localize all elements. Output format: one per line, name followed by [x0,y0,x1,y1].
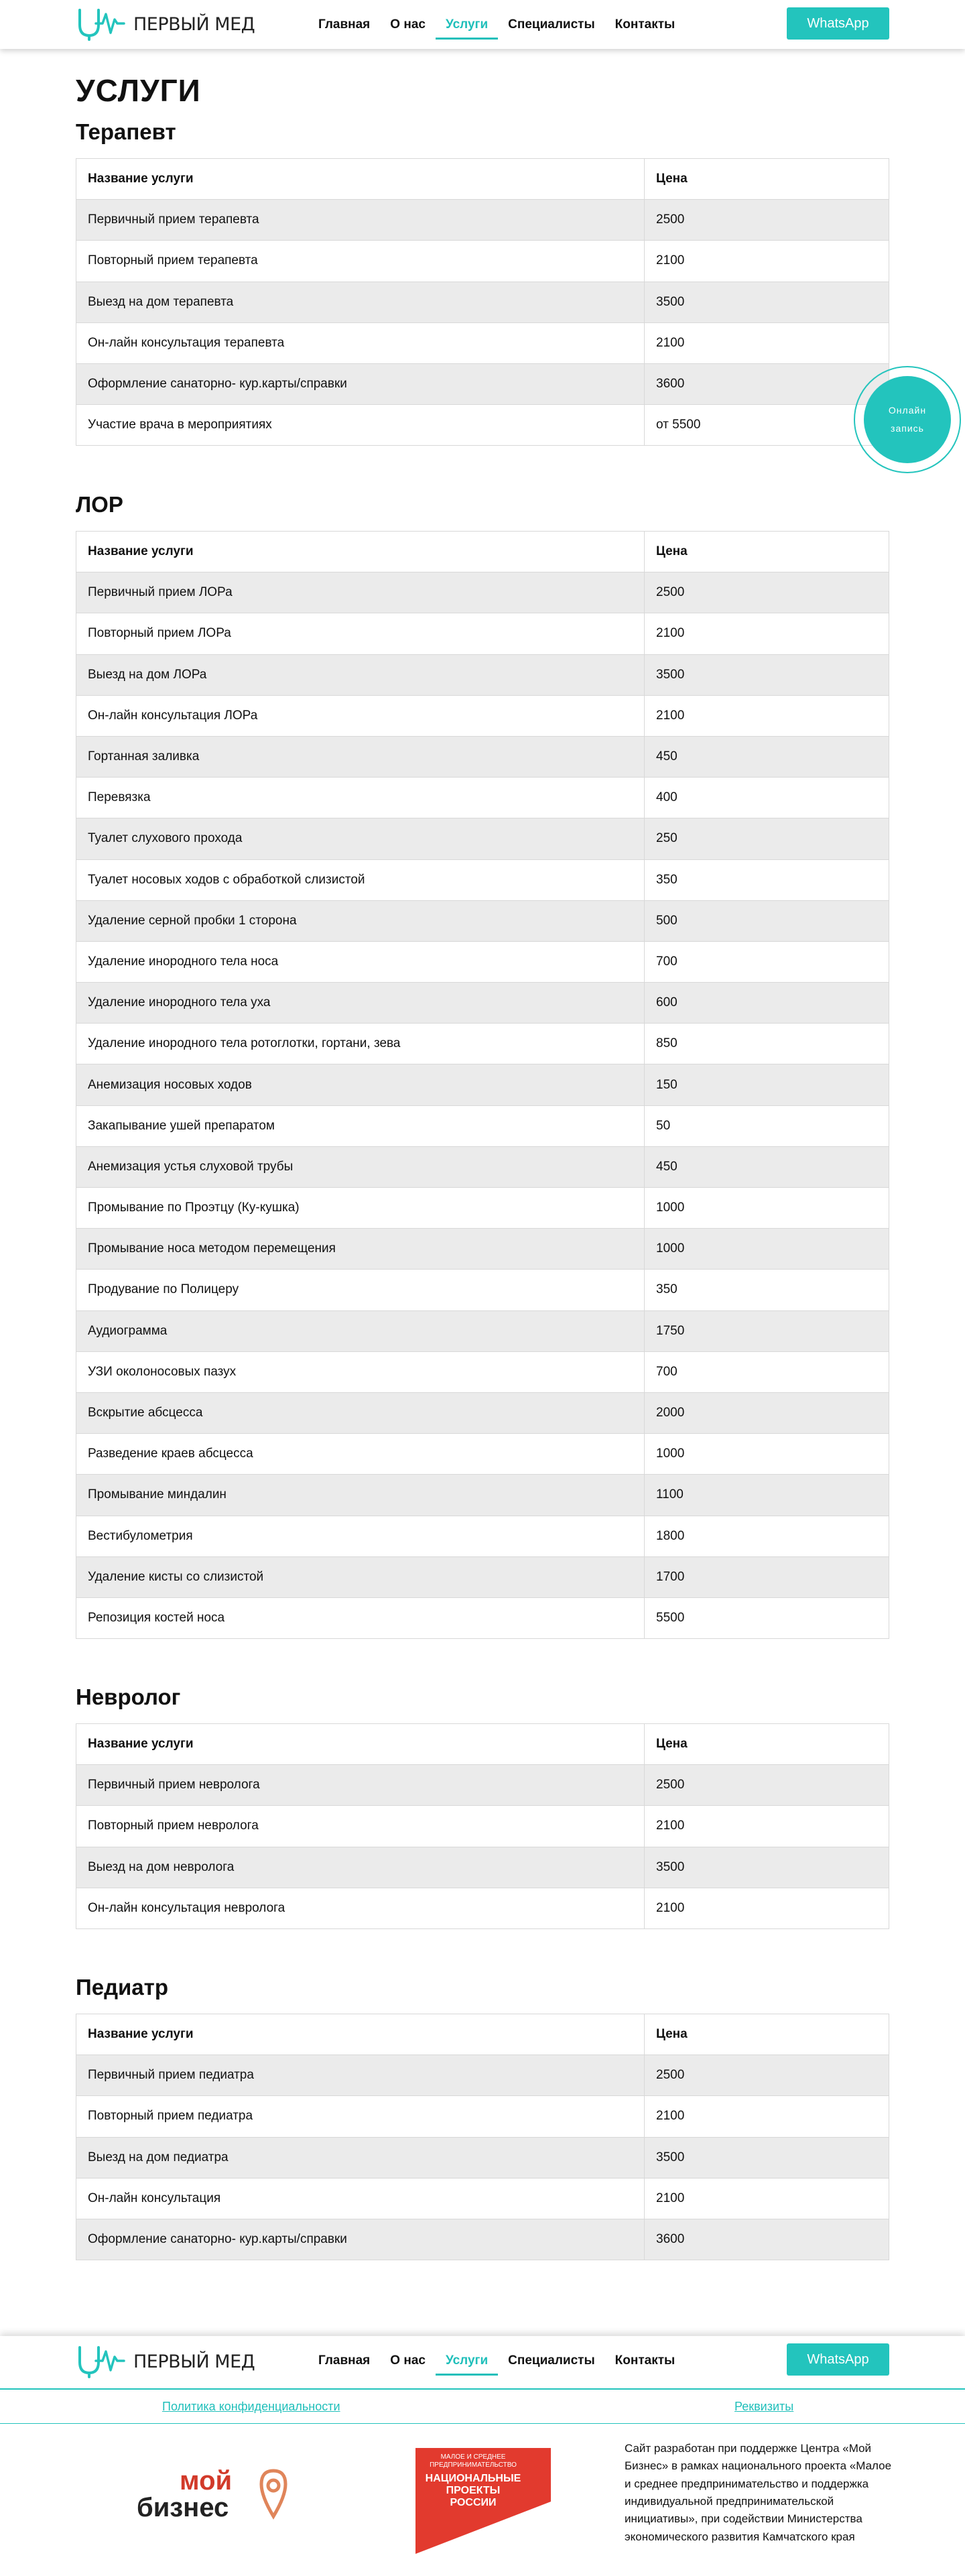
stethoscope-icon [76,7,127,41]
nav-item-specialists[interactable]: Специалисты [508,17,595,32]
service-name-cell: Первичный прием педиатра [76,2055,645,2096]
table-row [76,900,889,941]
footer-whatsapp-button[interactable]: WhatsApp [787,2343,889,2376]
table-row [76,2096,889,2137]
service-price-cell: 2100 [645,2096,889,2137]
service-price-cell: 1800 [645,1516,889,1556]
column-header-price: Цена [645,2014,889,2055]
therapist-price-table [76,158,889,446]
site-header [0,0,965,49]
table-row [76,572,889,613]
moy-biznes-logo-line1: мой [180,2466,233,2496]
footer-links [0,2390,965,2423]
service-price-cell: 3600 [645,363,889,404]
table-row [76,1024,889,1064]
service-name-cell: Закапывание ушей препаратом [76,1105,645,1146]
service-name-cell: Повторный прием ЛОРа [76,613,645,654]
service-price-cell: 350 [645,859,889,900]
table-row [76,613,889,654]
section-title-neurologist: Невролог [76,1684,181,1709]
table-row [76,695,889,736]
table-header-row [76,1724,889,1765]
table-row [76,282,889,322]
table-row [76,1888,889,1928]
nav-item-services[interactable]: Услуги [436,0,498,49]
service-name-cell: Промывание по Проэтцу (Ку-кушка) [76,1188,645,1229]
service-price-cell: 2100 [645,613,889,654]
service-price-cell: 1000 [645,1188,889,1229]
service-price-cell: 250 [645,818,889,859]
page-title: УСЛУГИ [76,73,201,108]
service-name-cell: Удаление инородного тела носа [76,941,645,982]
service-price-cell: 850 [645,1024,889,1064]
footer-nav-item-home[interactable]: Главная [318,2353,371,2368]
service-name-cell: Выезд на дом терапевта [76,282,645,322]
privacy-policy-link[interactable]: Политика конфиденциальности [162,2400,340,2413]
pediatrician-price-table [76,2014,889,2260]
table-row [76,1806,889,1847]
table-row [76,1556,889,1597]
table-row [76,2055,889,2096]
np-logo-big-line3: РОССИИ [450,2497,497,2508]
section-title-ent: ЛОР [76,492,123,517]
table-row [76,322,889,363]
table-row [76,983,889,1024]
service-name-cell: Он-лайн консультация ЛОРа [76,695,645,736]
service-price-cell: 1700 [645,1556,889,1597]
table-row [76,1351,889,1392]
service-price-cell: 2100 [645,1806,889,1847]
column-header-price: Цена [645,1724,889,1765]
table-row [76,1146,889,1187]
footer-nav [308,2336,685,2385]
service-name-cell: Выезд на дом невролога [76,1847,645,1888]
service-price-cell: 3500 [645,654,889,695]
table-row [76,363,889,404]
online-booking-button[interactable]: Онлайн запись [864,376,951,463]
national-projects-logo [406,2447,554,2554]
service-price-cell: 1000 [645,1229,889,1270]
service-name-cell: Он-лайн консультация терапевта [76,322,645,363]
service-name-cell: Выезд на дом ЛОРа [76,654,645,695]
service-name-cell: Анемизация устья слуховой трубы [76,1146,645,1187]
column-header-service: Название услуги [76,159,645,200]
stethoscope-icon [76,2345,127,2378]
service-name-cell: Он-лайн консультация [76,2178,645,2219]
service-price-cell: 700 [645,941,889,982]
service-name-cell: Удаление инородного тела ротоглотки, гортани, зева [76,1024,645,1064]
table-row [76,859,889,900]
np-logo-big-line1: НАЦИОНАЛЬНЫЕ [425,2473,521,2484]
service-price-cell: 2100 [645,322,889,363]
service-name-cell: Удаление серной пробки 1 сторона [76,900,645,941]
table-row [76,654,889,695]
footer-nav-item-services[interactable]: Услуги [436,2336,498,2385]
table-row [76,1434,889,1475]
service-price-cell: 50 [645,1105,889,1146]
service-name-cell: Выезд на дом педиатра [76,2137,645,2178]
moy-biznes-logo-line2: бизнес [137,2493,229,2522]
whatsapp-button[interactable]: WhatsApp [787,7,889,40]
ent-price-table [76,531,889,1639]
footer-nav-item-about[interactable]: О нас [390,2353,426,2368]
table-row [76,941,889,982]
service-price-cell: 700 [645,1351,889,1392]
service-name-cell: Первичный прием невролога [76,1765,645,1806]
service-name-cell: Разведение краев абсцесса [76,1434,645,1475]
service-price-cell: 3500 [645,2137,889,2178]
service-price-cell: 2100 [645,2178,889,2219]
table-header-row [76,2014,889,2055]
table-row [76,1310,889,1351]
requisites-link[interactable]: Реквизиты [734,2400,794,2413]
service-price-cell: 3500 [645,1847,889,1888]
table-row [76,1064,889,1105]
nav-item-about[interactable]: О нас [390,17,426,32]
service-price-cell: 1750 [645,1310,889,1351]
column-header-service: Название услуги [76,2014,645,2055]
service-name-cell: Перевязка [76,778,645,818]
service-name-cell: УЗИ околоносовых пазух [76,1351,645,1392]
online-booking-widget[interactable] [854,366,961,473]
service-price-cell: 400 [645,778,889,818]
table-row [76,1392,889,1433]
service-name-cell: Репозиция костей носа [76,1597,645,1638]
table-row [76,2137,889,2178]
service-price-cell: 1100 [645,1475,889,1516]
service-name-cell: Продувание по Полицеру [76,1270,645,1310]
table-row [76,1765,889,1806]
main-nav [308,0,685,49]
service-name-cell: Повторный прием невролога [76,1806,645,1847]
table-row [76,1229,889,1270]
service-price-cell: 150 [645,1064,889,1105]
service-price-cell: 450 [645,736,889,777]
footer-divider-thin [0,2423,965,2424]
section-title-therapist: Терапевт [76,119,176,144]
table-row [76,1105,889,1146]
service-name-cell: Повторный прием педиатра [76,2096,645,2137]
service-name-cell: Он-лайн консультация невролога [76,1888,645,1928]
np-logo-big-line2: ПРОЕКТЫ [446,2485,501,2496]
column-header-service: Название услуги [76,532,645,572]
table-row [76,1597,889,1638]
service-price-cell: 2500 [645,200,889,241]
service-price-cell: 5500 [645,1597,889,1638]
service-name-cell: Гортанная заливка [76,736,645,777]
service-name-cell: Удаление кисты со слизистой [76,1556,645,1597]
footer-header [0,2336,965,2388]
service-name-cell: Первичный прием ЛОРа [76,572,645,613]
service-name-cell: Повторный прием терапевта [76,241,645,282]
service-name-cell: Туалет носовых ходов с обработкой слизистой [76,859,645,900]
footer-brand-logo[interactable] [76,2343,255,2380]
service-name-cell: Аудиограмма [76,1310,645,1351]
neurologist-price-table [76,1723,889,1929]
section-title-pediatrician: Педиатр [76,1975,168,2000]
service-name-cell: Участие врача в мероприятиях [76,405,645,446]
service-name-cell: Промывание миндалин [76,1475,645,1516]
moy-biznes-logo [134,2460,295,2527]
table-row [76,736,889,777]
service-name-cell: Удаление инородного тела уха [76,983,645,1024]
table-row [76,1516,889,1556]
service-name-cell: Туалет слухового прохода [76,818,645,859]
table-row [76,1847,889,1888]
service-price-cell: 2500 [645,1765,889,1806]
np-logo-small-line2: ПРЕДПРИНИМАТЕЛЬСТВО [430,2461,517,2469]
table-row [76,405,889,446]
service-name-cell: Анемизация носовых ходов [76,1064,645,1105]
service-name-cell: Оформление санаторно- кур.карты/справки [76,2219,645,2260]
nav-item-home[interactable]: Главная [318,17,371,32]
table-row [76,241,889,282]
service-name-cell: Вестибулометрия [76,1516,645,1556]
service-name-cell: Промывание носа методом перемещения [76,1229,645,1270]
service-price-cell: 3500 [645,282,889,322]
service-price-cell: 2000 [645,1392,889,1433]
nav-item-contacts[interactable]: Контакты [615,17,676,32]
table-row [76,2219,889,2260]
service-price-cell: 500 [645,900,889,941]
brand-name: ПЕРВЫЙ МЕД [133,13,255,35]
table-row [76,1188,889,1229]
service-price-cell: 2500 [645,572,889,613]
service-price-cell: 2100 [645,695,889,736]
service-name-cell: Оформление санаторно- кур.карты/справки [76,363,645,404]
service-name-cell: Первичный прием терапевта [76,200,645,241]
service-price-cell: 2100 [645,241,889,282]
table-row [76,200,889,241]
service-price-cell: 450 [645,1146,889,1187]
service-price-cell: 3600 [645,2219,889,2260]
service-price-cell: 600 [645,983,889,1024]
column-header-price: Цена [645,532,889,572]
footer-nav-item-specialists[interactable]: Специалисты [508,2353,595,2368]
table-row [76,818,889,859]
service-price-cell: 2100 [645,1888,889,1928]
support-text: Сайт разработан при поддержке Центра «Мой Бизнес» в рамках национального проекта «Малое и среднее предпринимательство и поддержка индивидуальной предпринимательской инициативы», при содействии Министерства экономического развития Камчатского края [625,2442,892,2543]
service-price-cell: 2500 [645,2055,889,2096]
table-row [76,2178,889,2219]
service-price-cell: 350 [645,1270,889,1310]
brand-logo[interactable] [76,5,255,43]
column-header-price: Цена [645,159,889,200]
table-header-row [76,159,889,200]
service-price-cell: 1000 [645,1434,889,1475]
table-row [76,1475,889,1516]
table-row [76,1270,889,1310]
footer-nav-item-contacts[interactable]: Контакты [615,2353,676,2368]
service-price-cell: от 5500 [645,405,889,446]
table-row [76,778,889,818]
service-name-cell: Вскрытие абсцесса [76,1392,645,1433]
np-logo-small-line1: МАЛОЕ И СРЕДНЕЕ [440,2453,506,2461]
footer-brand-name: ПЕРВЫЙ МЕД [133,2351,255,2372]
column-header-service: Название услуги [76,1724,645,1765]
table-header-row [76,532,889,572]
